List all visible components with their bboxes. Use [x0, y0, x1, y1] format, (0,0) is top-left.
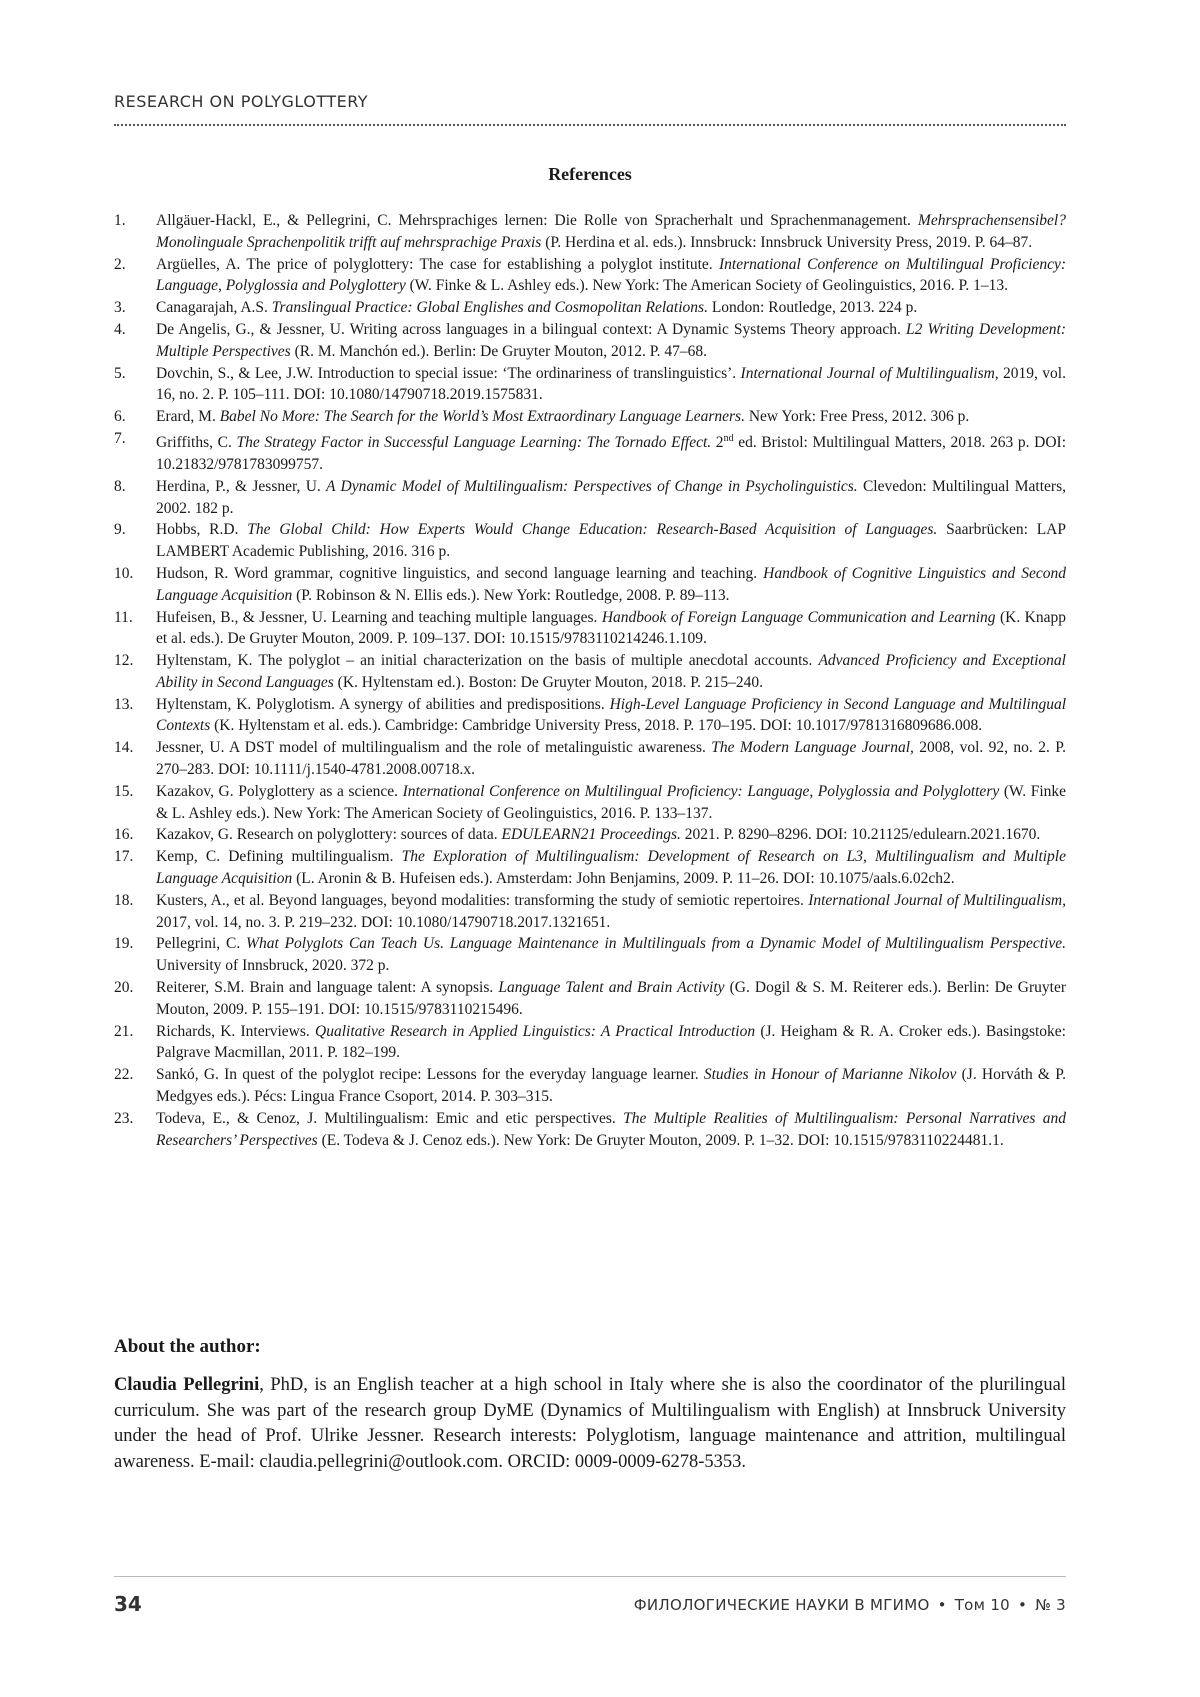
about-author-text	[114, 1373, 1066, 1475]
reference-item	[114, 846, 1066, 890]
reference-item	[114, 428, 1066, 476]
reference-text: Hobbs, R.D. The Global Child: How Experts Would Change Education: Research-Based Acquisition of Languages. Saarbrücken: LAP LAMBERT Academic Publishing, 2016. 316 p.	[156, 521, 1066, 561]
reference-number: 17.	[114, 848, 134, 866]
page-number: 34	[114, 1592, 142, 1616]
journal-issue: № 3	[1035, 1596, 1066, 1614]
reference-text: Hyltenstam, K. Polyglotism. A synergy of abilities and predispositions. High-Level Language Proficiency in Second Language and Multilingual Contexts (K. Hyltenstam et al. eds.). Cambridge: Cambridge University Press, 2018. P. 170–195. DOI: 10.1017/9781316809686.008.	[156, 695, 1066, 735]
reference-text: Hyltenstam, K. The polyglot – an initial characterization on the basis of multiple anecdotal accounts. Advanced Proficiency and Exceptional Ability in Second Languages (K. Hyltenstam ed.). Boston: De Gruyter Mouton, 2018. P. 215–240.	[156, 652, 1066, 691]
reference-number: 21.	[114, 1022, 134, 1040]
reference-number: 6.	[114, 408, 126, 426]
reference-item	[114, 476, 1066, 520]
reference-item	[114, 319, 1066, 363]
reference-text: Richards, K. Interviews. Qualitative Research in Applied Linguistics: A Practical Introduction (J. Heigham & R. A. Croker eds.). Basingstoke: Palgrave Macmillan, 2011. P. 182–199.	[156, 1022, 1066, 1062]
reference-text: Todeva, E., & Cenoz, J. Multilingualism: Emic and etic perspectives. The Multiple Realities of Multilingualism: Personal Narratives and Researchers’ Perspectives (E. Todeva & J. Cenoz eds.). New York: De Gruyter Mouton, 2009. P. 1–32. DOI: 10.1515/9783110224481.1.	[156, 1109, 1066, 1149]
reference-text: Kazakov, G. Research on polyglottery: sources of data. EDULEARN21 Proceedings. 2021. P. 8290–8296. DOI: 10.21125/edulearn.2021.1670.	[156, 826, 1041, 844]
reference-number: 15.	[114, 782, 134, 800]
reference-text: Reiterer, S.M. Brain and language talent: A synopsis. Language Talent and Brain Activity (G. Dogil & S. M. Reiterer eds.). Berlin: De Gruyter Mouton, 2009. P. 155–191. DOI: 10.1515/9783110215496.	[156, 979, 1066, 1018]
reference-number: 11.	[114, 608, 133, 626]
reference-number: 7.	[114, 429, 126, 447]
reference-text: Kemp, C. Defining multilingualism. The Exploration of Multilingualism: Development of Research on L3, Multilingualism and Multiple Language Acquisition (L. Aronin & B. Hufeisen eds.). Amsterdam: John Benjamins, 2009. P. 11–26. DOI: 10.1075/aals.6.02ch2.	[156, 848, 1066, 888]
reference-number: 18.	[114, 891, 134, 909]
journal-volume: Том 10	[954, 1596, 1011, 1614]
reference-number: 2.	[114, 255, 126, 273]
reference-list	[114, 210, 1066, 1151]
reference-item	[114, 406, 1066, 428]
running-head: RESEARCH ON POLYGLOTTERY	[114, 92, 369, 111]
author-bio: , PhD, is an English teacher at a high school in Italy where she is also the coordinator of the plurilingual curriculum. She was part of the research group DyME (Dynamics of Multilingualism with English) at Innsbruck University under the head of Prof. Ulrike Jessner. Research interests: Polyglotism, language maintenance and attrition, multilingual awareness. E-mail: claudia.pellegrini@outlook.com. ORCID: 0009-0009-6278-5353.	[114, 1375, 1066, 1472]
reference-item	[114, 519, 1066, 563]
references-title: References	[548, 164, 632, 184]
reference-item	[114, 297, 1066, 319]
footer-separator: •	[937, 1596, 947, 1614]
reference-item	[114, 977, 1066, 1021]
reference-item	[114, 890, 1066, 934]
reference-item	[114, 210, 1066, 254]
reference-item	[114, 1064, 1066, 1108]
reference-text: Hudson, R. Word grammar, cognitive linguistics, and second language learning and teaching. Handbook of Cognitive Linguistics and Second Language Acquisition (P. Robinson & N. Ellis eds.). New York: Routledge, 2008. P. 89–113.	[156, 564, 1066, 604]
reference-number: 3.	[114, 299, 126, 317]
author-name: Claudia Pellegrini	[114, 1375, 260, 1395]
reference-item	[114, 781, 1066, 825]
reference-number: 9.	[114, 521, 126, 539]
reference-number: 13.	[114, 695, 134, 713]
reference-text: De Angelis, G., & Jessner, U. Writing across languages in a bilingual context: A Dynamic Systems Theory approach. L2 Writing Development: Multiple Perspectives (R. M. Manchón ed.). Berlin: De Gruyter Mouton, 2012. P. 47–68.	[156, 320, 1066, 360]
reference-item	[114, 737, 1066, 781]
reference-text: Hufeisen, B., & Jessner, U. Learning and teaching multiple languages. Handbook of Foreign Language Communication and Learning (K. Knapp et al. eds.). De Gruyter Mouton, 2009. P. 109–137. DOI: 10.1515/9783110214246.1.109.	[156, 608, 1066, 648]
reference-text: Pellegrini, C. What Polyglots Can Teach Us. Language Maintenance in Multilinguals from a Dynamic Model of Multilingualism Perspective. University of Innsbruck, 2020. 372 p.	[156, 935, 1066, 975]
reference-number: 10.	[114, 564, 134, 582]
reference-number: 20.	[114, 979, 134, 997]
reference-text: Jessner, U. A DST model of multilingualism and the role of metalinguistic awareness. The Modern Language Journal, 2008, vol. 92, no. 2. P. 270–283. DOI: 10.1111/j.1540-4781.2008.00718.x.	[156, 739, 1067, 779]
about-author-heading: About the author:	[114, 1336, 261, 1357]
reference-text: Canagarajah, A.S. Translingual Practice: Global Englishes and Cosmopolitan Relations. London: Routledge, 2013. 224 p.	[156, 299, 918, 317]
reference-item	[114, 607, 1066, 651]
reference-item	[114, 694, 1066, 738]
journal-footer	[634, 1596, 1066, 1614]
reference-text: Kazakov, G. Polyglottery as a science. International Conference on Multilingual Proficiency: Language, Polyglossia and Polyglottery (W. Finke & L. Ashley eds.). New York: The American Society of Geolinguistics, 2016. P. 133–137.	[156, 782, 1067, 822]
reference-number: 22.	[114, 1066, 134, 1084]
reference-text: Herdina, P., & Jessner, U. A Dynamic Model of Multilingualism: Perspectives of Change in Psycholinguistics. Clevedon: Multilingual Matters, 2002. 182 p.	[156, 477, 1066, 517]
reference-item	[114, 1108, 1066, 1152]
reference-item	[114, 563, 1066, 607]
reference-number: 19.	[114, 935, 134, 953]
reference-number: 5.	[114, 364, 126, 382]
reference-text: Kusters, A., et al. Beyond languages, beyond modalities: transforming the study of semiotic repertoires. International Journal of Multilingualism, 2017, vol. 14, no. 3. P. 219–232. DOI: 10.1080/14790718.2017.1321651.	[156, 891, 1066, 931]
reference-item	[114, 824, 1066, 846]
reference-number: 14.	[114, 739, 134, 757]
reference-text: Allgäuer-Hackl, E., & Pellegrini, C. Mehrsprachiges lernen: Die Rolle von Spracherhalt und Sprachenmanagement. Mehrsprachensensibel? Monolinguale Sprachenpolitik trifft auf mehrsprachige Praxis (P. Herdina et al. eds.). Innsbruck: Innsbruck University Press, 2019. P. 64–87.	[156, 212, 1066, 251]
reference-number: 12.	[114, 652, 134, 670]
reference-number: 8.	[114, 477, 126, 495]
journal-name: ФИЛОЛОГИЧЕСКИЕ НАУКИ В МГИМО	[633, 1596, 930, 1614]
reference-text: Sankó, G. In quest of the polyglot recipe: Lessons for the everyday language learner. Studies in Honour of Marianne Nikolov (J. Horváth & P. Medgyes eds.). Pécs: Lingua France Csoport, 2014. P. 303–315.	[156, 1066, 1066, 1106]
reference-item	[114, 933, 1066, 977]
reference-item	[114, 1021, 1066, 1065]
reference-text: Dovchin, S., & Lee, J.W. Introduction to special issue: ‘The ordinariness of translinguistics’. International Journal of Multilingualism, 2019, vol. 16, no. 2. P. 105–111. DOI: 10.1080/14790718.2019.1575831.	[156, 364, 1066, 404]
reference-text: Argüelles, A. The price of polyglottery: The case for establishing a polyglot institute. International Conference on Multilingual Proficiency: Language, Polyglossia and Polyglottery (W. Finke & L. Ashley eds.). New York: The American Society of Geolinguistics, 2016. P. 1–13.	[156, 255, 1066, 295]
reference-number: 23.	[114, 1109, 134, 1127]
reference-number: 16.	[114, 826, 134, 844]
reference-item	[114, 363, 1066, 407]
footer-separator: •	[1018, 1596, 1028, 1614]
reference-item	[114, 254, 1066, 298]
reference-number: 4.	[114, 320, 126, 338]
reference-item	[114, 650, 1066, 694]
footer-divider	[114, 1576, 1066, 1577]
reference-text: Griffiths, C. The Strategy Factor in Successful Language Learning: The Tornado Effect. 2nd ed. Bristol: Multilingual Matters, 2018. 263 p. DOI: 10.21832/9781783099757.	[156, 432, 1066, 473]
reference-number: 1.	[114, 212, 126, 229]
header-divider	[114, 124, 1066, 126]
reference-text: Erard, M. Babel No More: The Search for the World’s Most Extraordinary Language Learners. New York: Free Press, 2012. 306 p.	[156, 408, 970, 426]
